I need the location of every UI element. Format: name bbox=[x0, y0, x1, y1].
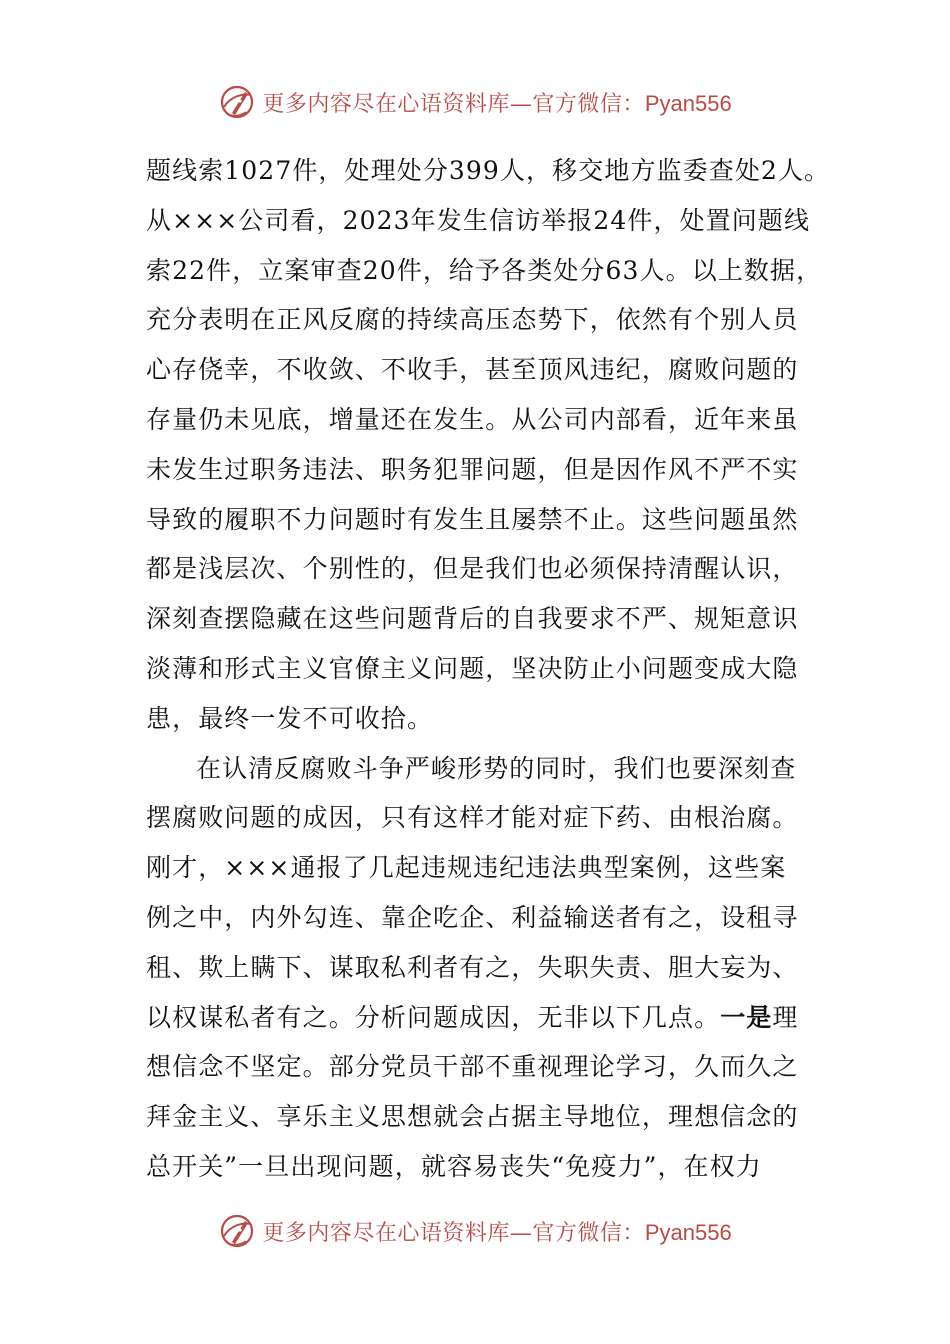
pen-nib-swirl-icon bbox=[218, 1212, 256, 1250]
document-body bbox=[146, 146, 831, 1192]
footer-banner bbox=[0, 1209, 950, 1253]
text-line: 想信念不坚定。部分党员干部不重视理论学习，久而久之 bbox=[146, 1052, 799, 1082]
text-line: 都是浅层次、个别性的，但是我们也必须保持清醒认识， bbox=[146, 554, 799, 584]
text-line: 索22件，立案审查20件，给予各类处分63人。以上数据， bbox=[146, 255, 823, 285]
text-line: 拜金主义、享乐主义思想就会占据主导地位，理想信念的 bbox=[146, 1102, 799, 1132]
text-line: 心存侥幸，不收敛、不收手，甚至顶风违纪，腐败问题的 bbox=[146, 355, 799, 385]
banner-label: 更多内容尽在心语资料库—官方微信： bbox=[262, 1220, 645, 1246]
text-line: 刚才，×××通报了几起违规违纪违法典型案例，这些案 bbox=[146, 853, 787, 883]
text-line: 例之中，内外勾连、靠企吃企、利益输送者有之，设租寻 bbox=[146, 902, 799, 932]
text-line-segment: 理 bbox=[772, 1002, 799, 1032]
wechat-handle: Pyan556 bbox=[644, 1219, 732, 1245]
text-line: 未发生过职务违法、职务犯罪问题，但是因作风不严不实 bbox=[146, 454, 799, 484]
text-line: 深刻查摆隐藏在这些问题背后的自我要求不严、规矩意识 bbox=[146, 604, 799, 634]
text-line: 导致的履职不力问题时有发生且屡禁不止。这些问题虽然 bbox=[146, 504, 799, 534]
text-line: 从×××公司看，2023年发生信访举报24件，处置问题线 bbox=[146, 205, 811, 235]
text-line-with-emphasis bbox=[146, 993, 806, 1043]
emphasis-bold: 一是 bbox=[720, 1002, 773, 1032]
text-line: 题线索1027件，处理处分399人，移交地方监委查处2人。 bbox=[146, 156, 831, 185]
text-line-segment: 以权谋私者有之。分析问题成因，无非以下几点。 bbox=[146, 1002, 721, 1032]
banner-text bbox=[262, 1216, 731, 1247]
wechat-handle: Pyan556 bbox=[644, 90, 732, 116]
header-banner bbox=[0, 80, 950, 124]
banner-label: 更多内容尽在心语资料库—官方微信： bbox=[262, 91, 645, 117]
text-line: 充分表明在正风反腐的持续高压态势下，依然有个别人员 bbox=[146, 305, 799, 335]
text-line: 摆腐败问题的成因，只有这样才能对症下药、由根治腐。 bbox=[146, 803, 799, 833]
text-line: 租、欺上瞒下、谋取私利者有之，失职失责、胆大妄为、 bbox=[146, 952, 799, 982]
text-line: 患，最终一发不可收拾。 bbox=[146, 703, 434, 733]
pen-nib-swirl-icon bbox=[218, 83, 256, 121]
text-line: 总开关”一旦出现问题，就容易丧失“免疫力”，在权力 bbox=[146, 1151, 762, 1181]
banner-text bbox=[262, 87, 731, 118]
text-line: 在认清反腐败斗争严峻形势的同时，我们也要深刻查 bbox=[196, 753, 797, 783]
text-line: 存量仍未见底，增量还在发生。从公司内部看，近年来虽 bbox=[146, 404, 799, 434]
text-line: 淡薄和形式主义官僚主义问题，坚决防止小问题变成大隐 bbox=[146, 653, 799, 683]
